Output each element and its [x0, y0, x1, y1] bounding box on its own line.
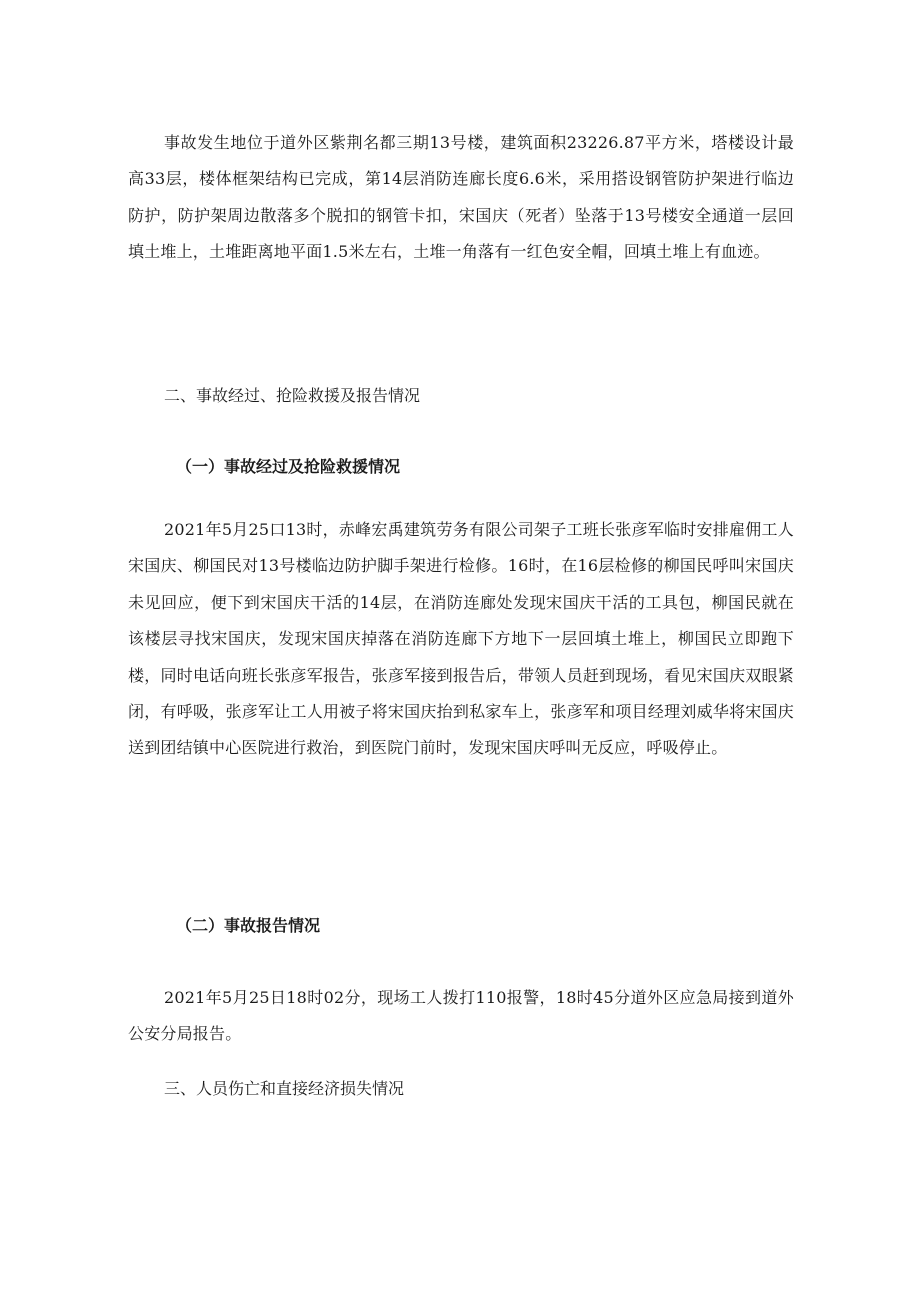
- paragraph-accident-report: 2021年5月25日18时02分，现场工人拨打110报警，18时45分道外区应急局接到道外公安分局报告。: [128, 988, 794, 1044]
- subsection-heading-report: （二）事故报告情况: [176, 916, 321, 935]
- section-heading-accident-process: 二、事故经过、抢险救援及报告情况: [164, 386, 421, 405]
- subsection-heading-process-rescue: （一）事故经过及抢险救援情况: [176, 457, 401, 476]
- paragraph-accident-process: 2021年5月25口13时，赤峰宏禹建筑劳务有限公司架子工班长张彦军临时安排雇佣工人宋国庆、柳国民对13号楼临边防护脚手架进行检修。16时，在16层检修的柳国民呼叫宋国庆未见回应，便下到宋国庆干活的14层，在消防连廊处发现宋国庆干活的工具包，柳国民就在该楼层寻找宋国庆，发现宋国庆掉落在消防连廊下方地下一层回填土堆上，柳国民立即跑下楼，同时电话向班长张彦军报告，张彦军接到报告后，带领人员赶到现场，看见宋国庆双眼紧闭，有呼吸，张彦军让工人用被子将宋国庆抬到私家车上，张彦军和项目经理刘威华将宋国庆送到团结镇中心医院进行救治，到医院门前时，发现宋国庆呼叫无反应，呼吸停止。: [128, 520, 794, 758]
- section-heading-casualties-losses: 三、人员伤亡和直接经济损失情况: [164, 1079, 405, 1098]
- paragraph-accident-location: 事故发生地位于道外区紫荆名都三期13号楼，建筑面积23226.87平方米，塔楼设计最高33层，楼体框架结构已完成，第14层消防连廊长度6.6米，采用搭设钢管防护架进行临边防护，防护架周边散落多个脱扣的钢管卡扣，宋国庆（死者）坠落于13号楼安全通道一层回填土堆上，土堆距离地平面1.5米左右，土堆一角落有一红色安全帽，回填土堆上有血迹。: [128, 133, 794, 262]
